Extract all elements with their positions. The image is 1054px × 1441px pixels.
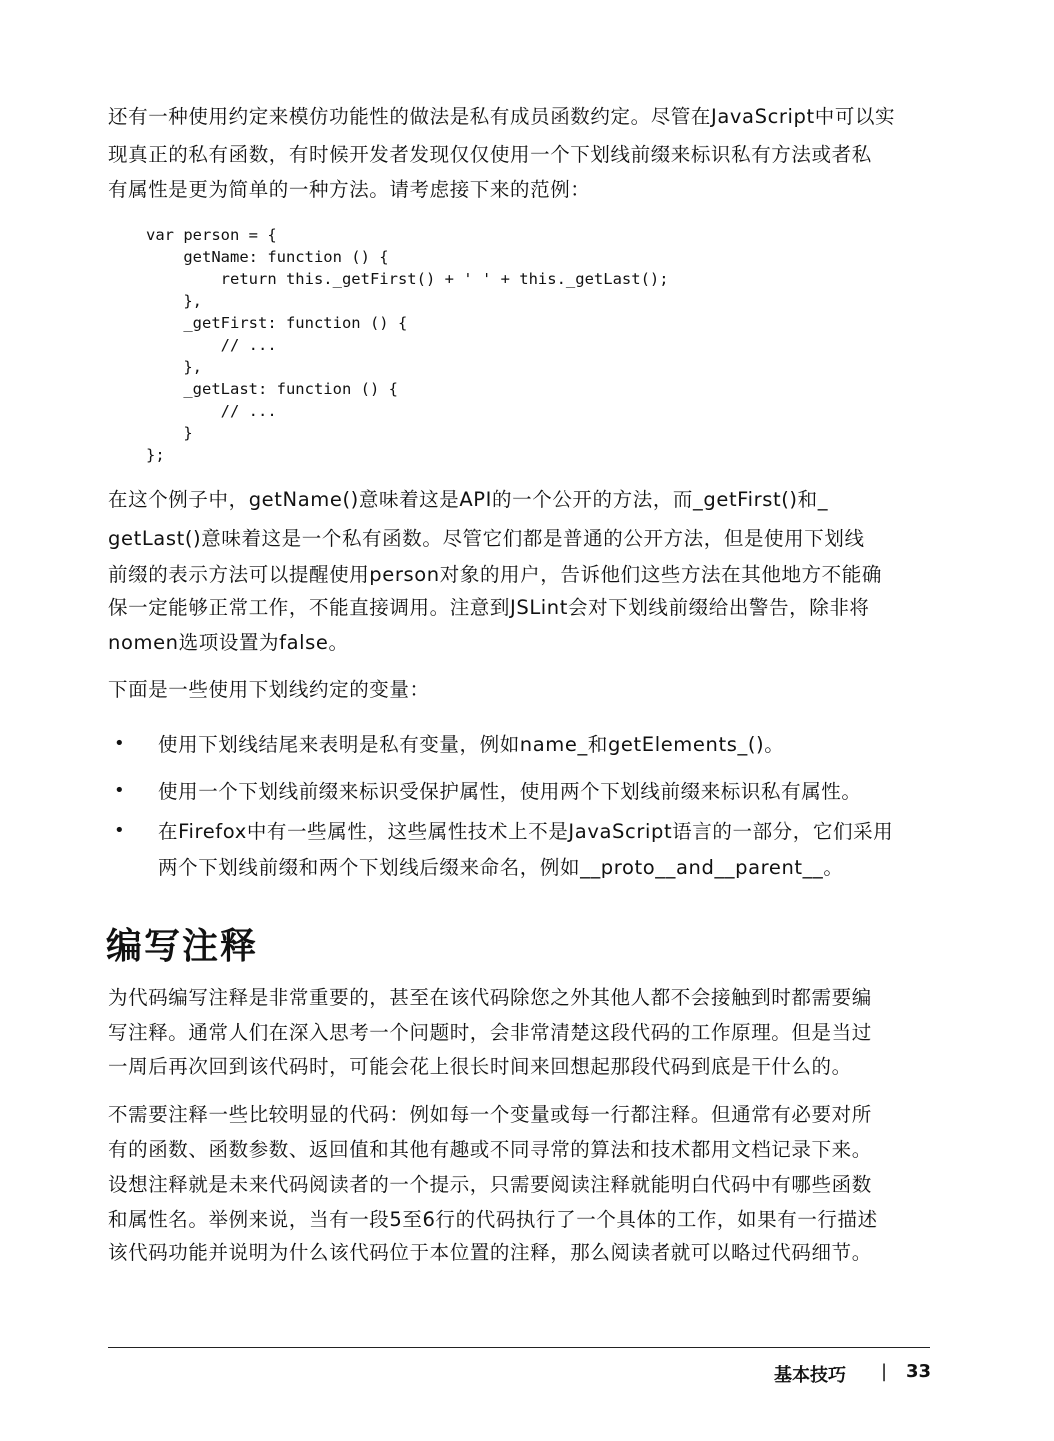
paragraph-line: 保一定能够正常工作，不能直接调用。注意到JSLint会对下划线前缀给出警告，除非将 [108,596,870,619]
paragraph-line: 设想注释就是未来代码阅读者的一个提示，只需要阅读注释就能明白代码中有哪些函数 [108,1173,872,1196]
section-heading: 编写注释 [106,926,259,967]
code-line: var person = { [146,226,277,244]
footer-chapter: 基本技巧 [774,1365,846,1386]
paragraph-line: 在这个例子中，getName()意味着这是API的一个公开的方法，而_getFirst()和_ [108,488,829,511]
paragraph-line: 为代码编写注释是非常重要的，甚至在该代码除您之外其他人都不会接触到时都需要编 [108,986,872,1009]
code-line: _getFirst: function () { [146,314,408,332]
code-line: // ... [146,402,277,420]
bullet-icon: • [114,780,125,801]
code-line: }; [146,446,165,464]
paragraph-line: 前缀的表示方法可以提醒使用person对象的用户，告诉他们这些方法在其他地方不能确 [108,563,882,586]
list-item: 使用下划线结尾来表明是私有变量，例如name_和getElements_()。 [158,733,785,756]
paragraph-line: getLast()意味着这是一个私有函数。尽管它们都是普通的公开方法，但是使用下划线 [108,527,865,550]
code-line: }, [146,358,202,376]
paragraph-line: nomen选项设置为false。 [108,631,349,654]
list-item: 使用一个下划线前缀来标识受保护属性，使用两个下划线前缀来标识私有属性。 [158,780,862,803]
paragraph-line: 不需要注释一些比较明显的代码：例如每一个变量或每一行都注释。但通常有必要对所 [108,1103,872,1126]
list-item-continued: 两个下划线前缀和两个下划线后缀来命名，例如__proto__and__parent__。 [158,856,844,879]
paragraph-line: 一周后再次回到该代码时，可能会花上很长时间来回想起那段代码到底是干什么的。 [108,1055,852,1078]
paragraph-line: 写注释。通常人们在深入思考一个问题时，会非常清楚这段代码的工作原理。但是当过 [108,1021,872,1044]
code-line: getName: function () { [146,248,389,266]
code-line: return this._getFirst() + ' ' + this._getLast(); [146,270,669,288]
footer-separator: | [881,1361,888,1382]
code-line: } [146,424,193,442]
code-line: _getLast: function () { [146,380,398,398]
bullet-icon: • [114,733,125,754]
list-intro: 下面是一些使用下划线约定的变量： [108,678,430,701]
footer-rule [108,1347,930,1348]
paragraph-line: 有的函数、函数参数、返回值和其他有趣或不同寻常的算法和技术都用文档记录下来。 [108,1138,872,1161]
paragraph-line: 还有一种使用约定来模仿功能性的做法是私有成员函数约定。尽管在JavaScript中可以实 [108,105,896,128]
code-line: // ... [146,336,277,354]
page-number: 33 [906,1361,932,1382]
paragraph-line: 该代码功能并说明为什么该代码位于本位置的注释，那么阅读者就可以略过代码细节。 [108,1241,872,1264]
paragraph-line: 现真正的私有函数，有时候开发者发现仅仅使用一个下划线前缀来标识私有方法或者私 [108,143,872,166]
paragraph-line: 有属性是更为简单的一种方法。请考虑接下来的范例： [108,178,591,201]
list-item: 在Firefox中有一些属性，这些属性技术上不是JavaScript语言的一部分，它们采用 [158,820,894,843]
paragraph-line: 和属性名。举例来说，当有一段5至6行的代码执行了一个具体的工作，如果有一行描述 [108,1208,878,1231]
code-line: }, [146,292,202,310]
bullet-icon: • [114,820,125,841]
